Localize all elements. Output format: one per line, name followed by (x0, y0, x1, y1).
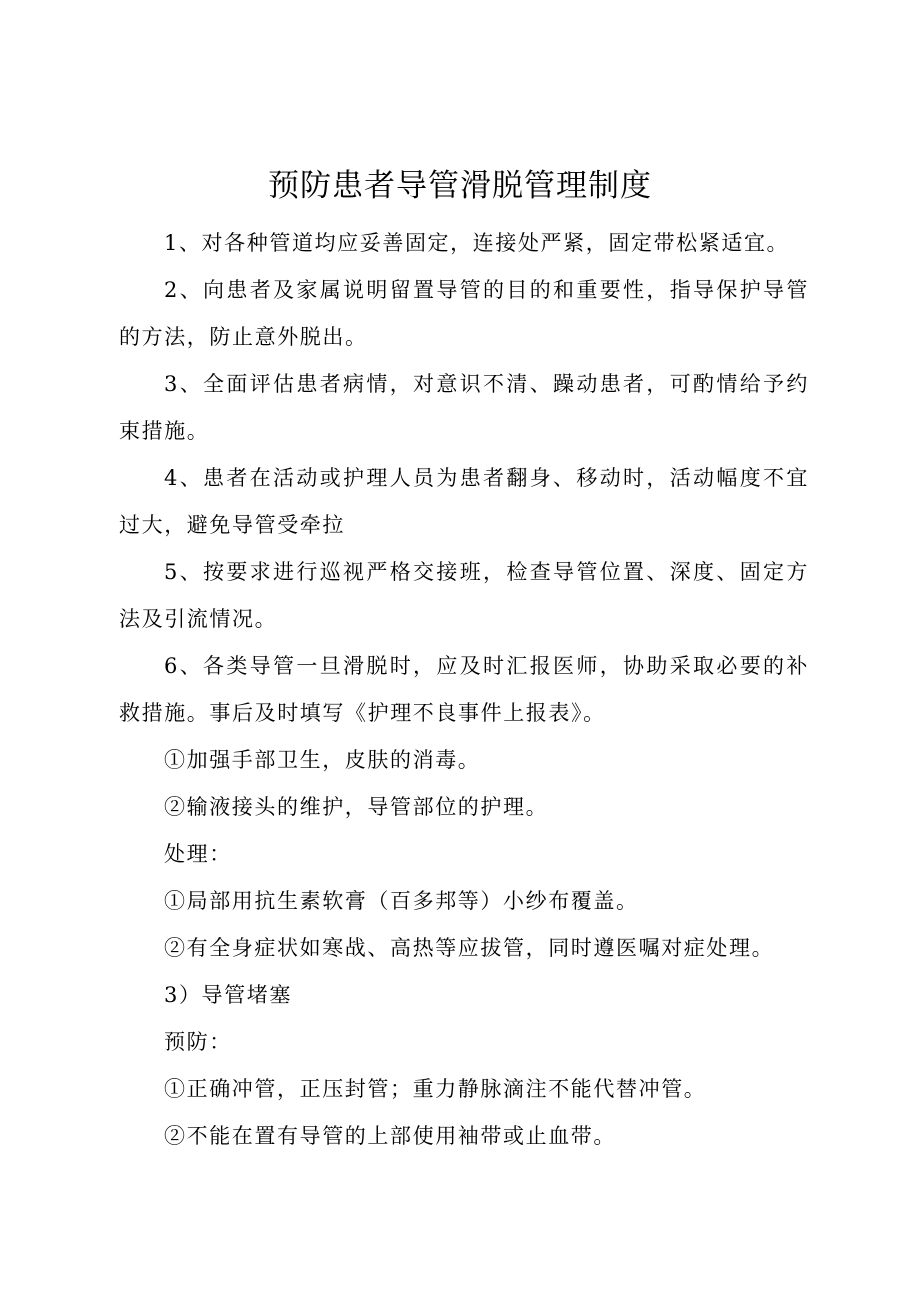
document-body (119, 220, 809, 1160)
list-item-flushing: ①正确冲管，正压封管；重力静脉滴注不能代替冲管。 (164, 1077, 707, 1101)
section-label-treatment: 处理： (164, 842, 232, 866)
paragraph-2: 2、向患者及家属说明留置导管的目的和重要性，指导保护导管的方法，防止意外脱出。 (119, 278, 809, 349)
list-item-ointment: ①局部用抗生素软膏（百多邦等）小纱布覆盖。 (164, 889, 639, 913)
paragraph-1: 1、对各种管道均应妥善固定，连接处严紧，固定带松紧适宜。 (164, 231, 790, 255)
paragraph-4: 4、患者在活动或护理人员为患者翻身、移动时，活动幅度不宜过大，避免导管受牵拉 (119, 466, 809, 537)
section-label-prevention: 预防： (164, 1030, 232, 1054)
paragraph-3: 3、全面评估患者病情，对意识不清、躁动患者，可酌情给予约束措施。 (119, 372, 809, 443)
section-heading-blockage: 3）导管堵塞 (164, 983, 292, 1007)
page-title: 预防患者导管滑脱管理制度 (268, 168, 652, 204)
paragraph-6: 6、各类导管一旦滑脱时，应及时汇报医师，协助采取必要的补救措施。事后及时填写《护理不良事件上报表》。 (119, 654, 809, 725)
list-item-hand-hygiene: ①加强手部卫生，皮肤的消毒。 (164, 748, 481, 772)
list-item-connector-care: ②输液接头的维护，导管部位的护理。 (164, 795, 549, 819)
list-item-no-cuff: ②不能在置有导管的上部使用袖带或止血带。 (164, 1124, 616, 1148)
paragraph-5: 5、按要求进行巡视严格交接班，检查导管位置、深度、固定方法及引流情况。 (119, 560, 809, 631)
list-item-systemic-symptoms: ②有全身症状如寒战、高热等应拔管，同时遵医嘱对症处理。 (164, 936, 775, 960)
